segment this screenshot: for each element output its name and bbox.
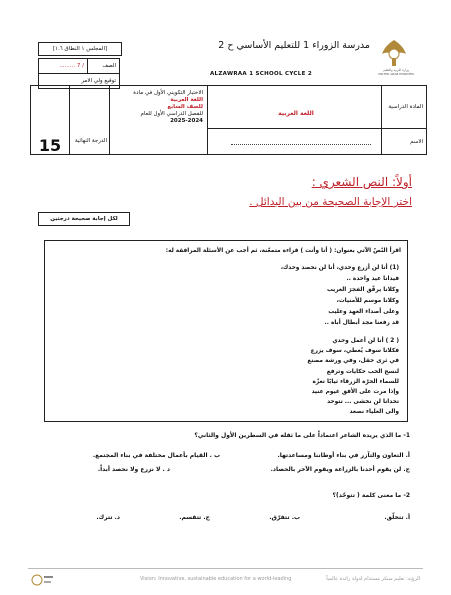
council-box: [المجلس ١ النطاق ١.٦] bbox=[38, 42, 122, 56]
section-title: أولاً: النص الشعري : bbox=[311, 175, 412, 189]
grade-label: الصف bbox=[87, 59, 119, 74]
ministry-caption: وزارة التربية والتعليم UNITED ARAB EMIRATES bbox=[377, 68, 415, 76]
final-grade-cell bbox=[31, 86, 70, 154]
q2-option-a[interactable]: أ. تتخلّق. bbox=[384, 514, 410, 521]
name-label: الاسم bbox=[410, 139, 423, 145]
poem-line: والى العلياء نصعد bbox=[349, 409, 399, 416]
footer-vision-ar: الرؤية: تعليم مبتكر مستدام لدولة رائدة عالمياً bbox=[326, 576, 420, 582]
poem-line: فيدانا عيد واحدة .. bbox=[346, 276, 399, 282]
poem-line: وعلى أصداء العهد وعليب bbox=[328, 309, 399, 315]
school-name-en: ALZAWRAA 1 SCHOOL CYCLE 2 bbox=[210, 71, 312, 77]
school-name-ar: مدرسة الزوراء 1 للتعليم الأساسي ح 2 bbox=[218, 40, 370, 51]
poem-line: فكلانا سوف يُعطي، سوف يزرع bbox=[310, 348, 399, 355]
footer-divider bbox=[28, 568, 423, 569]
exam-title-term: للفصل الدراسي الأول للعام bbox=[140, 111, 203, 117]
q2-option-c[interactable]: ج. تتقسم. bbox=[179, 514, 210, 521]
name-field[interactable] bbox=[231, 144, 371, 145]
ministry-logo-icon bbox=[30, 572, 54, 586]
exam-title-grade: للصف السابع bbox=[167, 104, 203, 110]
q1-option-c[interactable]: ج. لن يقوم أحدنا بالزراعة ويقوم الآخر بالحصاد. bbox=[270, 466, 410, 473]
q2-option-d[interactable]: د. تترك. bbox=[96, 514, 120, 521]
q1-option-b[interactable]: ب . القيام بأعمال مختلفة في بناء المجتمع. bbox=[92, 452, 220, 459]
exam-title-year: 2025-2024 bbox=[170, 118, 203, 124]
exam-title-subject: اللغة العربية bbox=[170, 97, 203, 103]
q2-option-b[interactable]: ب. تتفرّق. bbox=[269, 514, 300, 521]
exam-title-line: الاختبار التكويني الأول في مادة bbox=[133, 90, 203, 96]
poem-stanza-2 bbox=[179, 336, 399, 418]
exam-title bbox=[113, 90, 203, 125]
points-note: لكل إجابة صحيحة درجتين bbox=[38, 212, 130, 226]
poem-line: للسماء الحرّة الزرقاء ثيابًا تعزّة bbox=[312, 378, 399, 385]
poem-line: وكلانا يرقّق الفجرَ الغريب bbox=[326, 287, 399, 293]
section-instruction: اختر الإجابة الصحيحة من بين البدائل . bbox=[249, 196, 412, 208]
poem-line: وإذا مرت على الأفق غيوم عنيد bbox=[311, 389, 399, 396]
signature-label: توقيع ولي الامر bbox=[39, 74, 120, 89]
poem-line: قد رفعنا مجد أبطال أباة .. bbox=[324, 320, 399, 326]
poem-line: ( 2 ) أنا لن أعمل وحدي bbox=[332, 338, 399, 344]
poem-line: لنسج الحب حكايات وترفع bbox=[326, 368, 399, 375]
poem-stanza-1 bbox=[179, 263, 399, 329]
poem-line: وكلانا موسم للأمنيات، bbox=[336, 298, 399, 304]
question-2-prompt: 2- ما معنى كلمة ( تتوحّد)؟ bbox=[332, 492, 410, 499]
poem-line: (1) أنا لن أزرع وحدي، أنا لن نحصد وحدك، bbox=[280, 265, 399, 271]
subject-label: المادة الدراسية bbox=[388, 104, 423, 110]
final-grade-label: الدرجة النهائية bbox=[74, 138, 107, 144]
poem-box bbox=[44, 240, 408, 422]
uae-emblem-icon bbox=[376, 38, 412, 68]
poem-intro: اقرأ النّصّ الآتي بعنوان: ( أنا وأنت ) قراءة متمعّنة، ثم أجب عن الأسئلة المرافقة له: bbox=[165, 248, 401, 254]
q1-option-a[interactable]: أ. التعاون والتآزر في بناء أوطاننا ومساعدتها. bbox=[277, 452, 410, 459]
poem-line: في ثرى حقل، وفي ورشة مصنع bbox=[307, 358, 399, 365]
question-1-prompt: 1- ما الذي يريده الشاعر اعتماداً على ما ثقله في السطرين الأول والثاني؟ bbox=[194, 432, 410, 439]
subject-value: اللغة العربية bbox=[278, 110, 314, 117]
score-slot: / 7 ......... bbox=[39, 59, 88, 74]
poem-line: تحدانا لن نخشى ... تتوحد bbox=[327, 399, 399, 406]
footer-vision-en: Vision: Innovative, sustainable education for a world-leading bbox=[140, 576, 292, 582]
info-frame bbox=[30, 85, 427, 155]
q1-option-d[interactable]: د . لا نزرع ولا نحصد أبداً. bbox=[97, 466, 170, 473]
final-grade-value: 15 bbox=[38, 136, 62, 155]
